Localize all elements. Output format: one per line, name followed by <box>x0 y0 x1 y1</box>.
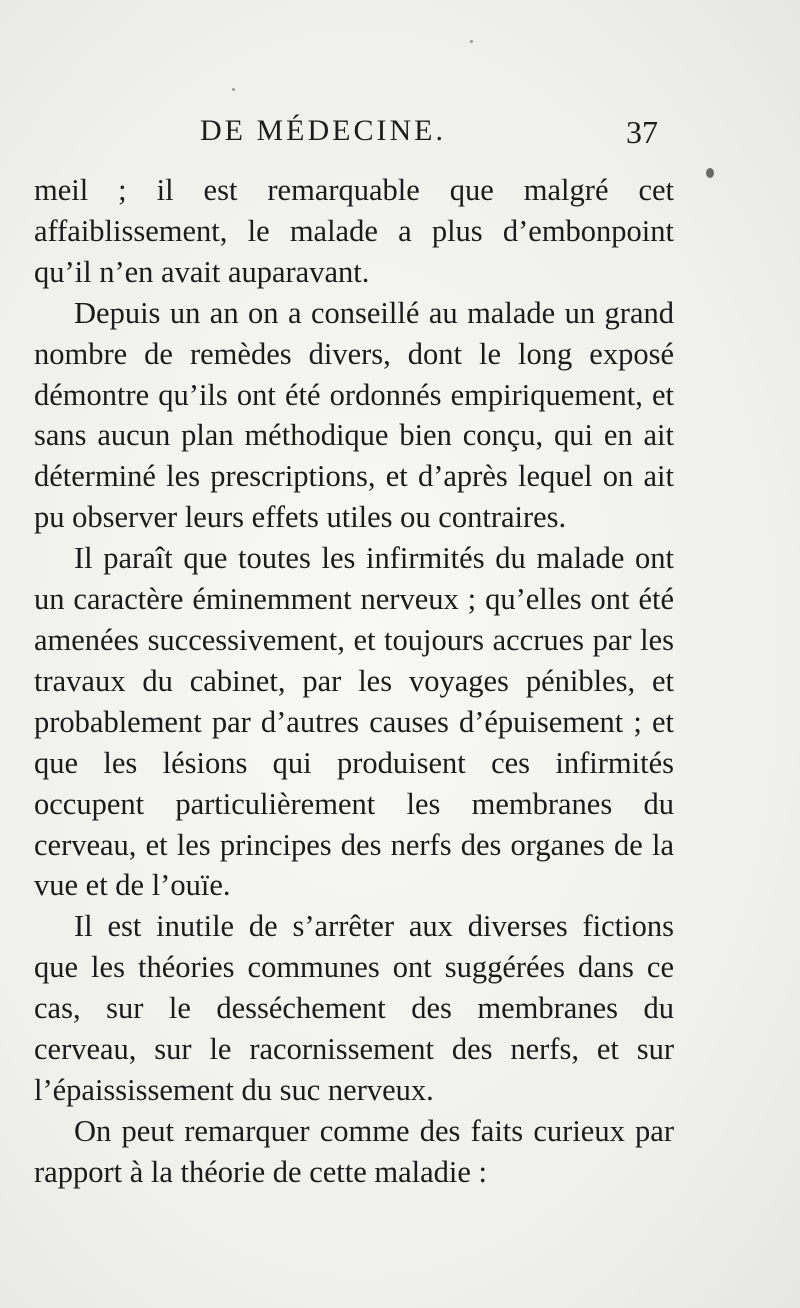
running-title: DE MÉDECINE. <box>200 114 446 147</box>
paragraph: Il est inutile de s’arrêter aux diverses fictions que les théories communes ont suggérées dans ce cas, sur le desséchement des membranes du cerveau, sur le racornissement des nerfs, et sur l’épaississement du suc nerveux. <box>34 909 674 1107</box>
page-header <box>178 114 658 158</box>
body-text <box>34 170 674 1193</box>
paragraph: Il paraît que toutes les infirmités du malade ont un caractère éminemment nerveux ; qu’elles ont été amenées successivement, et toujours accrues par les travaux du cabinet, par les voyages pénibles, et probablement par d’autres causes d’épuisement ; et que les lésions qui produisent ces infirmités occupent particulièrement les membranes du cerveau, et les principes des nerfs des organes de la vue et de l’ouïe. <box>34 541 674 903</box>
ink-speck <box>470 40 473 43</box>
page-number: 37 <box>626 114 658 150</box>
paragraph: Depuis un an on a conseillé au malade un grand nombre de remèdes divers, dont le long exposé démontre qu’ils ont été ordonnés empiriquement, et sans aucun plan méthodique bien conçu, qui en ait déterminé les prescriptions, et d’après lequel on ait pu observer leurs effets utiles ou contraires. <box>34 295 674 535</box>
ink-speck <box>706 168 714 178</box>
paragraph: On peut remarquer comme des faits curieux par rapport à la théorie de cette maladie : <box>34 1113 674 1189</box>
ink-speck <box>232 88 235 91</box>
paragraph: meil ; il est remarquable que malgré cet affaiblissement, le malade a plus d’embonpoint qu’il n’en avait auparavant. <box>34 173 674 289</box>
